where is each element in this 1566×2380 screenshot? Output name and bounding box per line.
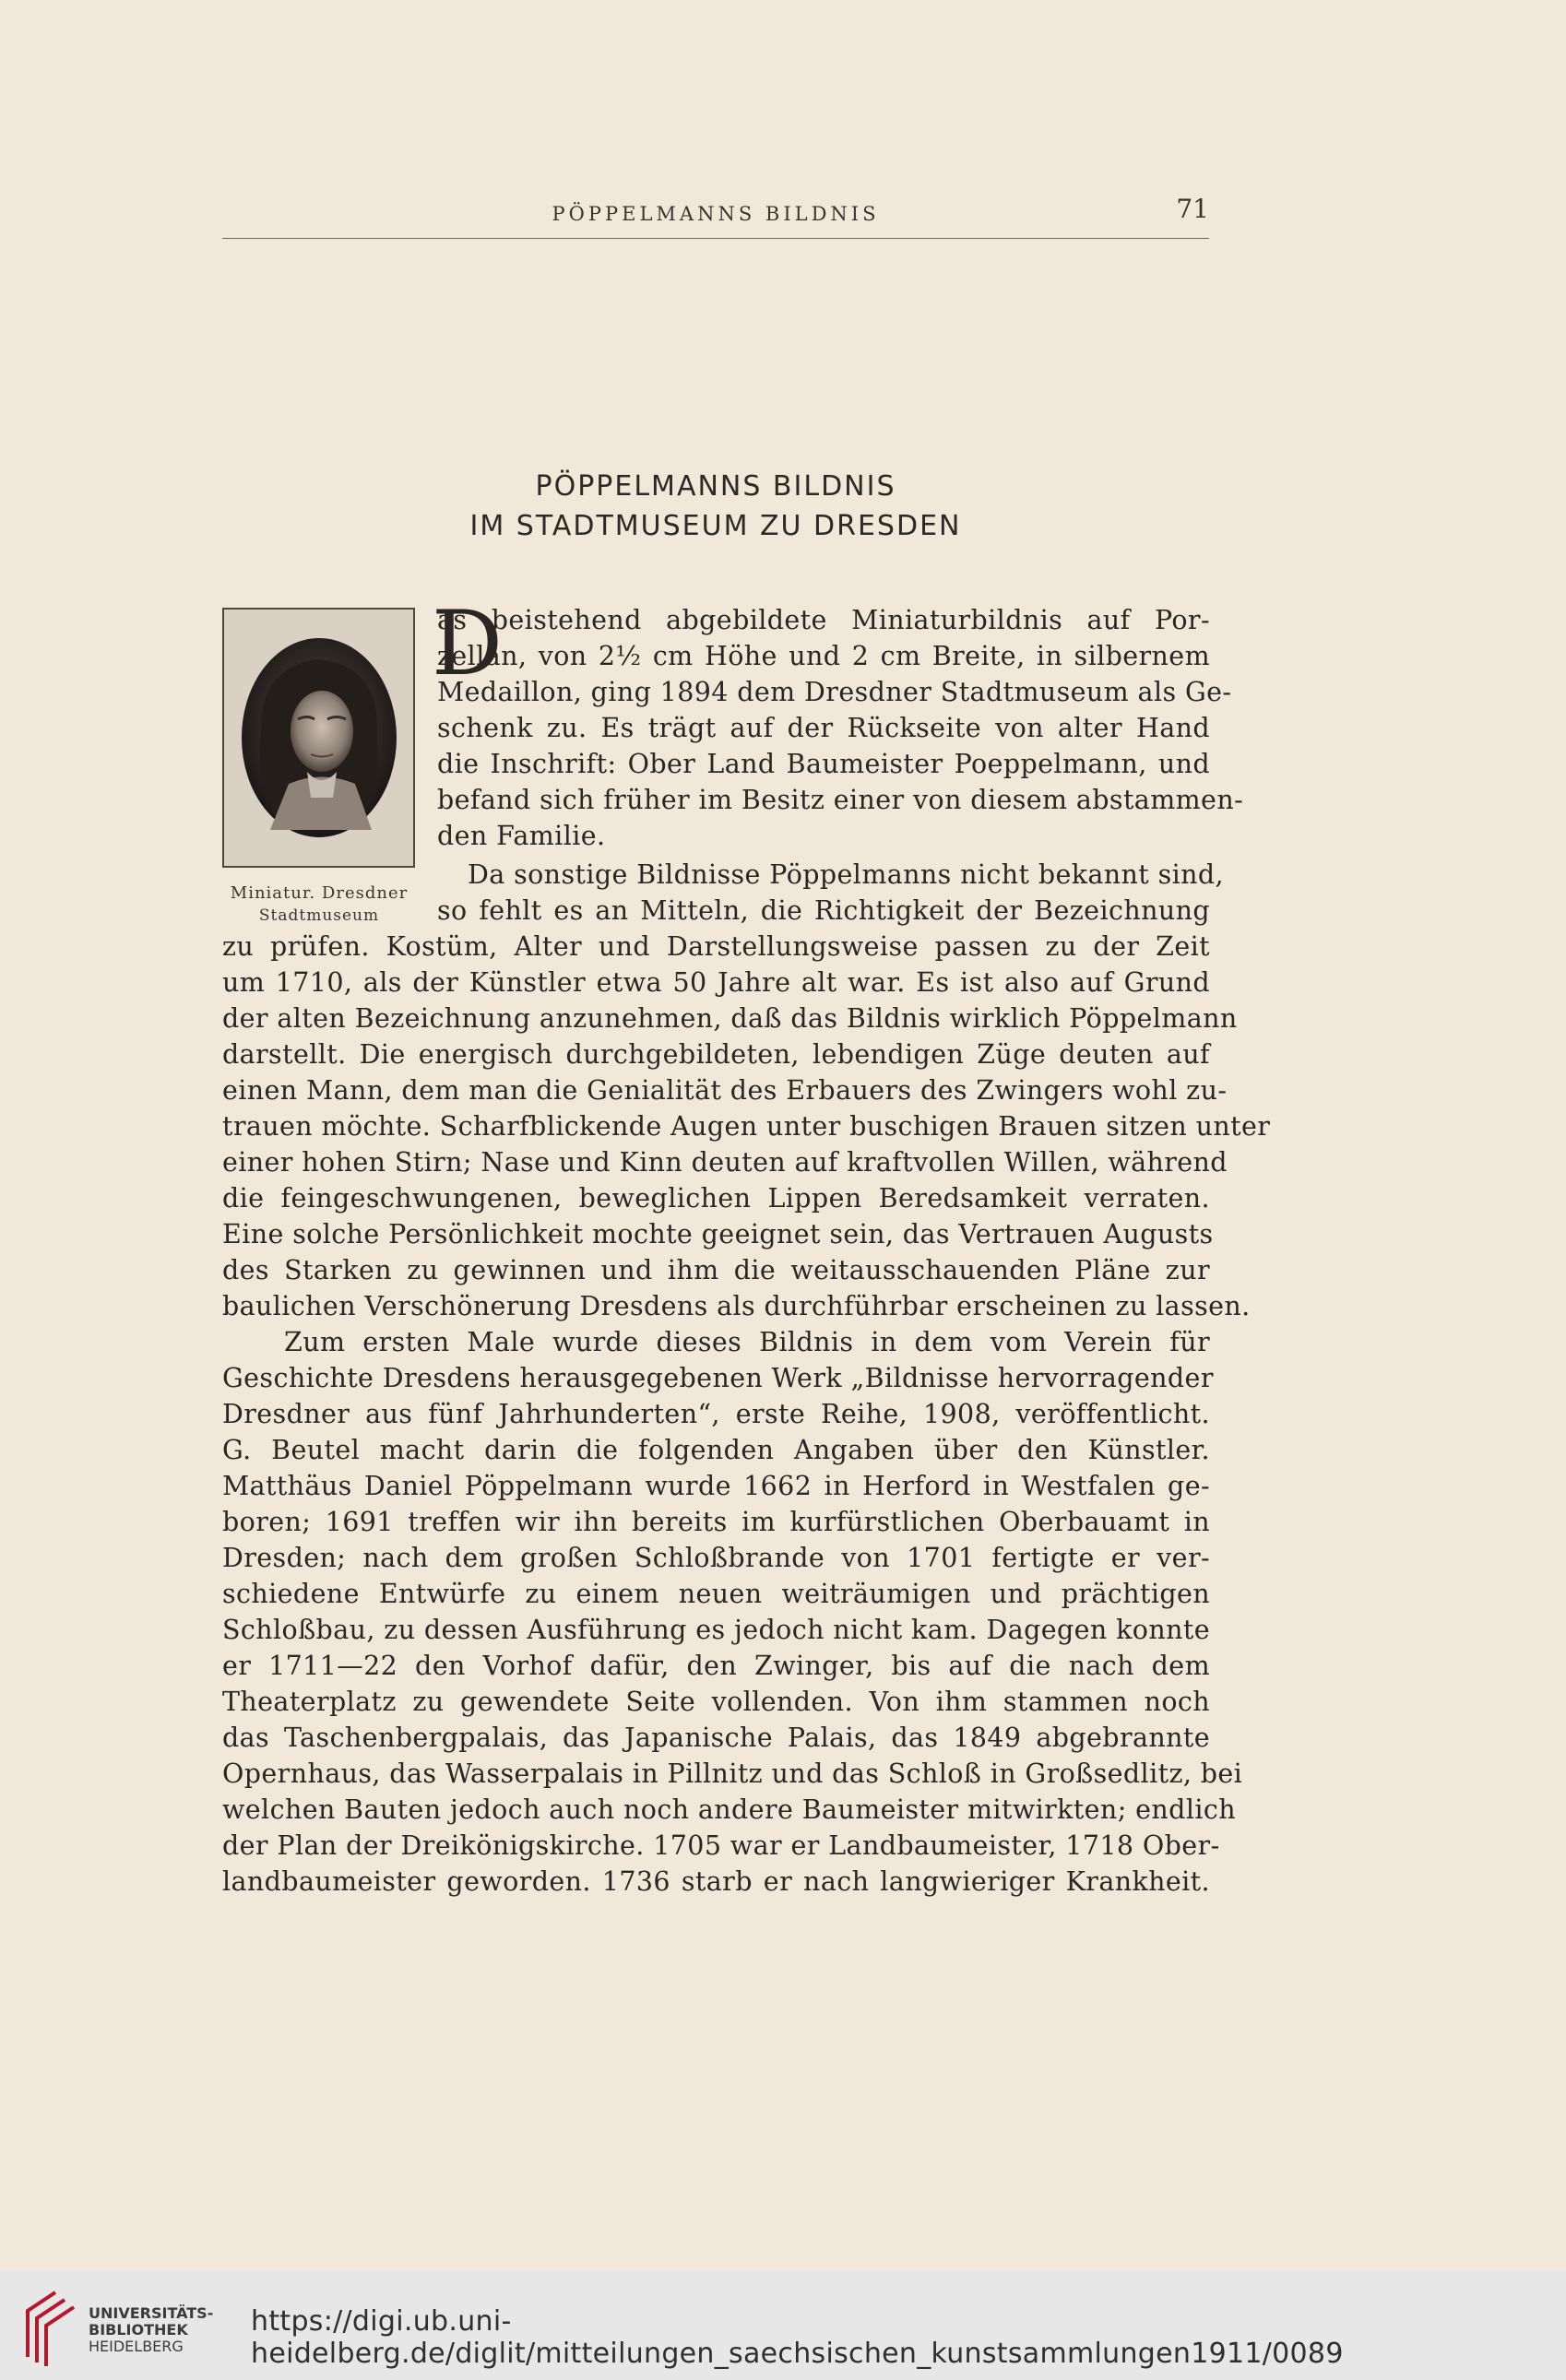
text-line: boren; 1691 treffen wir ihn bereits im kurfürstlichen Oberbauamt in [222, 1507, 1210, 1537]
text-line: trauen möchte. Scharfblickende Augen unter buschigen Brauen sitzen unter [222, 1111, 1271, 1142]
article-subtitle: IM STADTMUSEUM ZU DRESDEN [469, 510, 962, 542]
text-line: Dresdner aus fünf Jahrhunderten“, erste Reihe, 1908, veröffentlicht. [222, 1399, 1210, 1429]
running-title: PÖPPELMANNS BILDNIS [552, 203, 880, 225]
text-line: Eine solche Persönlichkeit mochte geeignet sein, das Vertrauen Augusts [222, 1219, 1214, 1249]
text-line: Schloßbau, zu dessen Ausführung es jedoch nicht kam. Dagegen konnte [222, 1615, 1210, 1645]
text-line: welchen Bauten jedoch auch noch andere Baumeister mitwirkten; endlich [222, 1794, 1236, 1825]
text-line: um 1710, als der Künstler etwa 50 Jahre alt war. Es ist also auf Grund [222, 967, 1210, 998]
article-title: PÖPPELMANNS BILDNIS [535, 470, 896, 503]
text-line: befand sich früher im Besitz einer von diesem abstammen- [437, 785, 1244, 815]
text-line: zu prüfen. Kostüm, Alter und Darstellungsweise passen zu der Zeit [222, 931, 1210, 962]
text-line: schiedene Entwürfe zu einem neuen weiträumigen und prächtigen [222, 1579, 1210, 1609]
text-line: Opernhaus, das Wasserpalais in Pillnitz und das Schloß in Großsedlitz, bei [222, 1758, 1243, 1789]
text-line: der alten Bezeichnung anzunehmen, daß das Bildnis wirklich Pöppelmann [222, 1003, 1238, 1034]
library-logo-text [89, 2305, 213, 2355]
figure-caption-line2: Stadtmuseum [258, 906, 380, 925]
drop-capital: D [432, 592, 503, 695]
viewer-footer [0, 2270, 1566, 2380]
text-line: das Taschenbergpalais, das Japanische Palais, das 1849 abgebrannte [222, 1723, 1210, 1753]
text-line: den Familie. [437, 821, 606, 851]
logo-line1: UNIVERSITÄTS- [89, 2304, 214, 2322]
logo-line2: BIBLIOTHEK [89, 2321, 188, 2339]
text-line: einer hohen Stirn; Nase und Kinn deuten auf kraftvollen Willen, während [222, 1147, 1228, 1178]
figure-caption-line1: Miniatur. Dresdner [230, 883, 409, 903]
logo-line3: HEIDELBERG [89, 2338, 184, 2355]
text-line: as beistehend abgebildete Miniaturbildnis auf Por- [437, 605, 1210, 635]
portrait-miniature-image [233, 632, 405, 844]
text-line: zellan, von 2½ cm Höhe und 2 cm Breite, in silbernem [437, 641, 1210, 671]
portrait-figure [222, 608, 415, 868]
running-header [222, 192, 1209, 239]
text-line: G. Beutel macht darin die folgenden Angaben über den Künstler. [222, 1435, 1210, 1465]
text-line: Geschichte Dresdens herausgegebenen Werk „Bildnisse hervorragender [222, 1363, 1214, 1393]
text-line: die Inschrift: Ober Land Baumeister Poeppelmann, und [437, 749, 1210, 779]
permalink-url[interactable]: https://digi.ub.uni-heidelberg.de/diglit/mitteilungen_saechsischen_kunstsammlungen1911/0089 [251, 2305, 1344, 2370]
text-line: des Starken zu gewinnen und ihm die weitausschauenden Pläne zur [222, 1255, 1210, 1285]
text-line: Dresden; nach dem großen Schloßbrande von 1701 fertigte er ver- [222, 1543, 1210, 1573]
text-line: darstellt. Die energisch durchgebildeten, lebendigen Züge deuten auf [222, 1039, 1210, 1070]
text-line: der Plan der Dreikönigskirche. 1705 war er Landbaumeister, 1718 Ober- [222, 1830, 1220, 1861]
page-number: 71 [1176, 194, 1209, 224]
text-line: die feingeschwungenen, beweglichen Lippen Beredsamkeit verraten. [222, 1183, 1210, 1214]
text-line: einen Mann, dem man die Genialität des Erbauers des Zwingers wohl zu- [222, 1075, 1228, 1106]
text-line: Medaillon, ging 1894 dem Dresdner Stadtmuseum als Ge- [437, 677, 1232, 707]
text-line: so fehlt es an Mitteln, die Richtigkeit der Bezeichnung [437, 895, 1210, 926]
text-line: Theaterplatz zu gewendete Seite vollenden. Von ihm stammen noch [222, 1687, 1210, 1717]
text-line: baulichen Verschönerung Dresdens als durchführbar erscheinen zu lassen. [222, 1291, 1251, 1321]
text-line: Matthäus Daniel Pöppelmann wurde 1662 in Herford in Westfalen ge- [222, 1471, 1210, 1501]
text-line: Zum ersten Male wurde dieses Bildnis in dem vom Verein für [284, 1327, 1210, 1357]
text-line: er 1711—22 den Vorhof dafür, den Zwinger, bis auf die nach dem [222, 1651, 1210, 1681]
text-line: schenk zu. Es trägt auf der Rückseite von alter Hand [437, 713, 1210, 743]
text-line: Da sonstige Bildnisse Pöppelmanns nicht bekannt sind, [468, 859, 1225, 890]
text-line: landbaumeister geworden. 1736 starb er nach langwieriger Krankheit. [222, 1866, 1210, 1897]
library-logo-icon [18, 2283, 81, 2366]
